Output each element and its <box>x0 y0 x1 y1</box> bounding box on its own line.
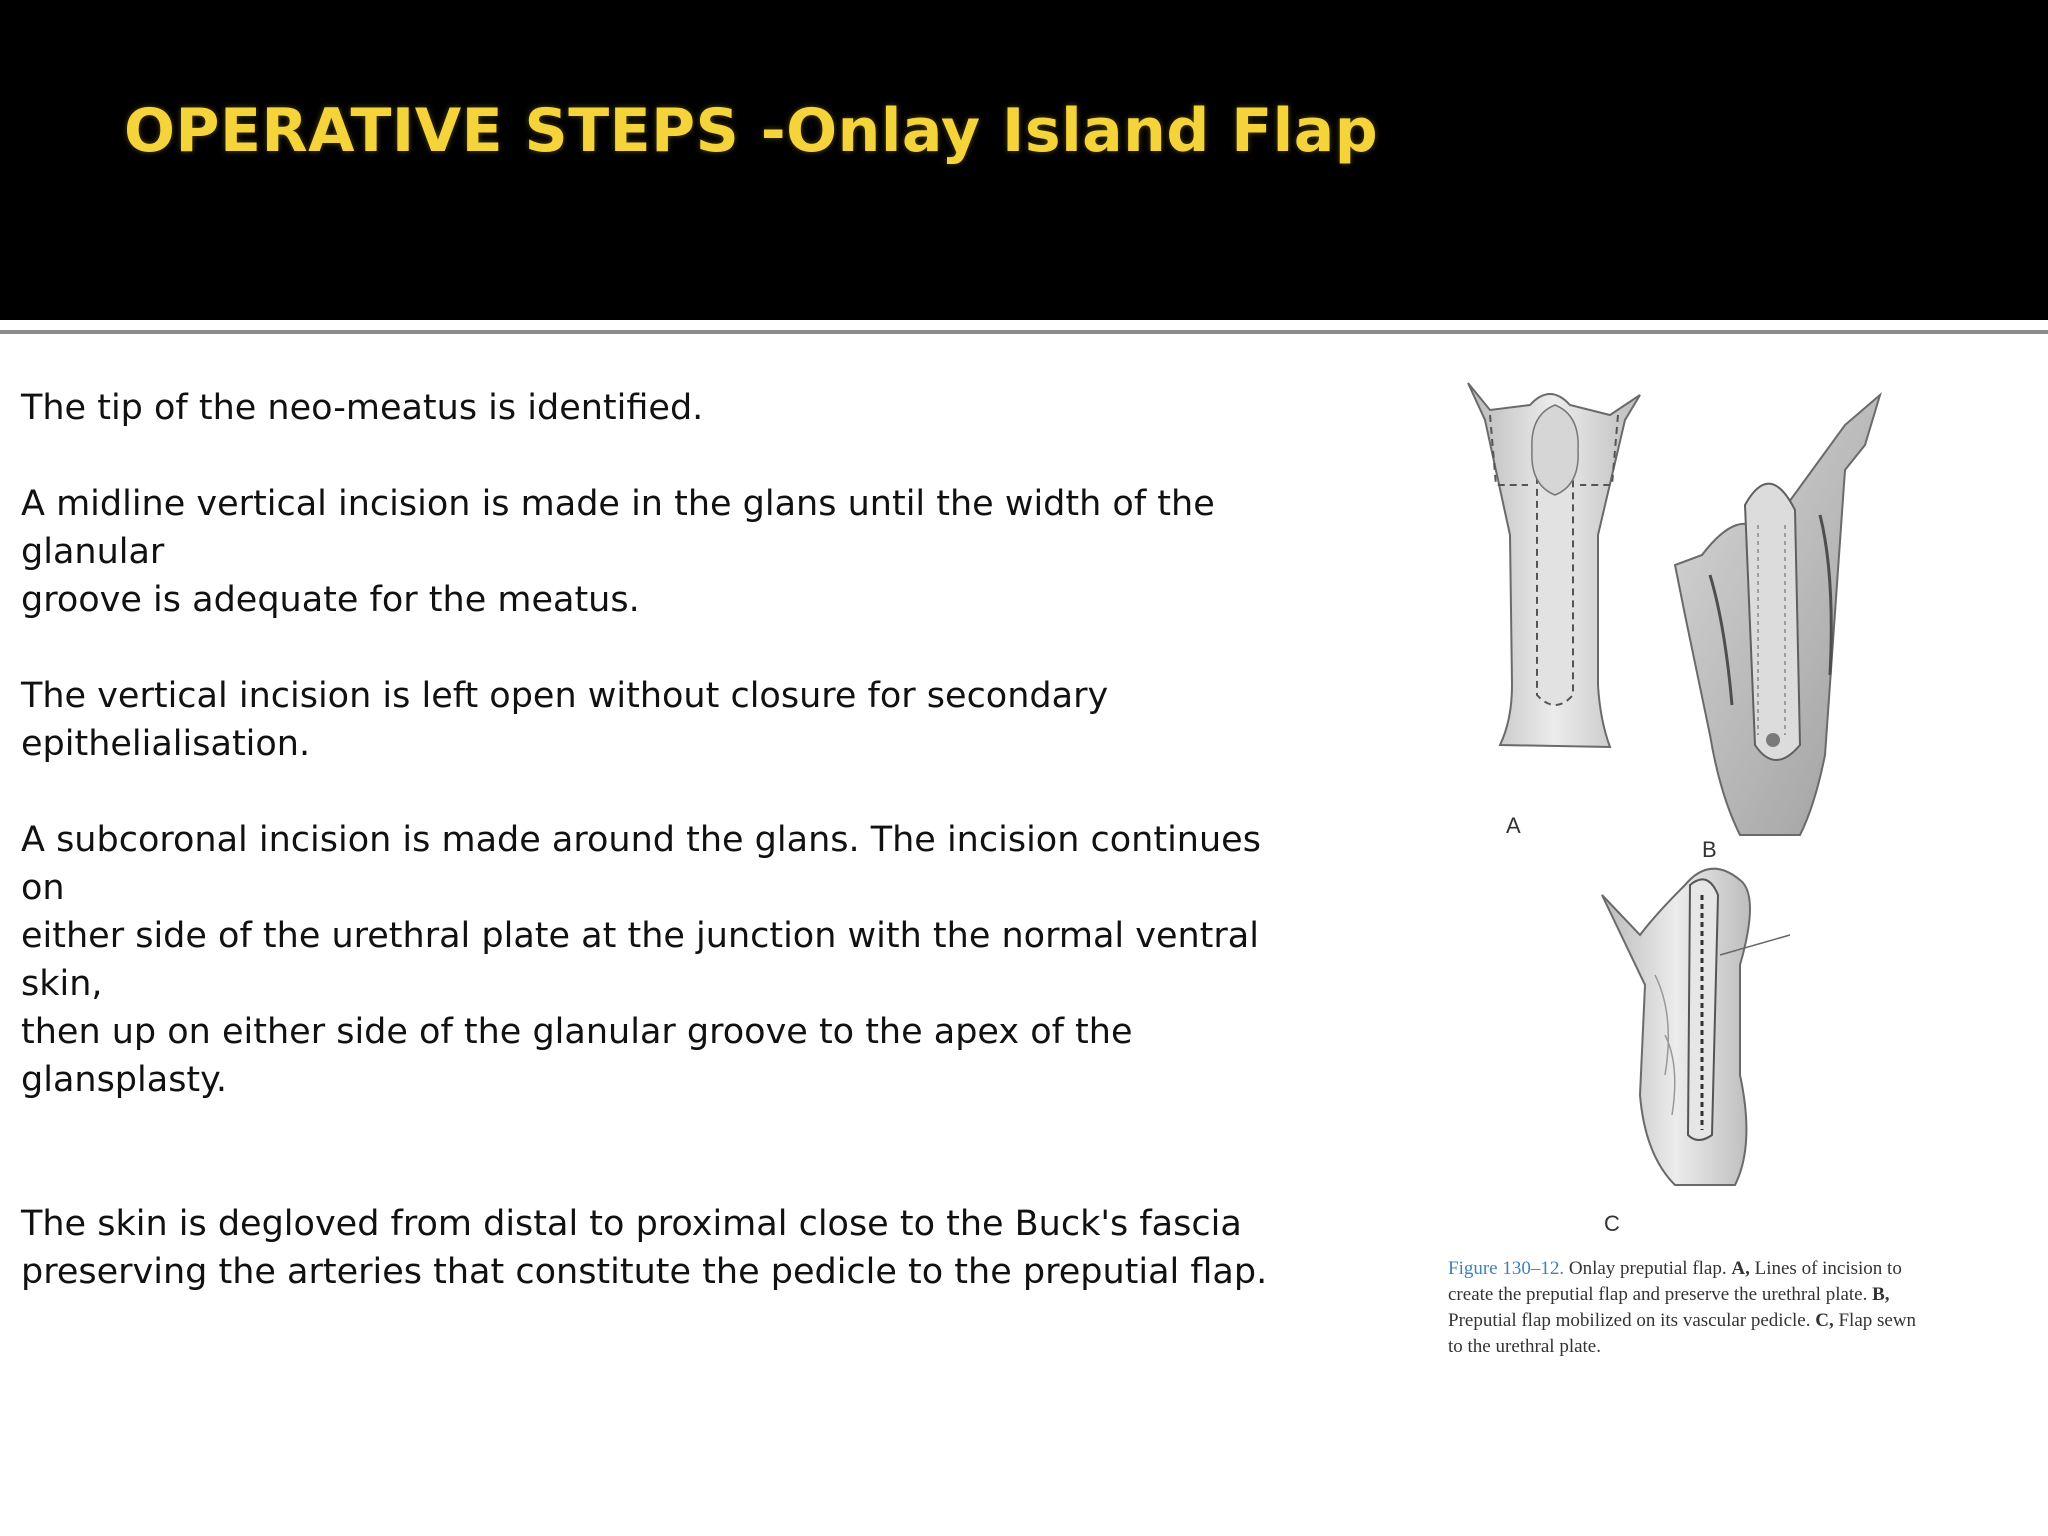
paragraph-midline-incision: A midline vertical incision is made in the glans until the width of the glanular groove is adequate for the meatus. <box>21 484 1215 620</box>
caption-c-label: C, <box>1815 1310 1834 1331</box>
label-c: C <box>1604 1211 1620 1236</box>
body-text <box>21 384 1311 1296</box>
surgical-illustration-svg <box>1440 375 1960 1255</box>
paragraph-degloving: The skin is degloved from distal to proximal close to the Buck's fascia preserving the arteries that constitute the pedicle to the preputial flap. <box>21 1204 1268 1292</box>
caption-c-text: Flap sewn to the urethral plate. <box>1448 1310 1917 1357</box>
caption-title: Onlay preputial flap. <box>1568 1258 1727 1279</box>
drawing-a <box>1468 383 1640 838</box>
paragraph-neo-meatus: The tip of the neo-meatus is identified. <box>21 388 704 428</box>
caption-figure-number: Figure 130–12. <box>1448 1258 1565 1279</box>
caption-a-label: A, <box>1731 1258 1750 1279</box>
figure-caption <box>1448 1256 1928 1360</box>
paragraph-subcoronal-incision: A subcoronal incision is made around the glans. The incision continues on either side of the urethral plate at the junction with the normal ventral skin, then up on either side of the glanular groove to the apex of the glansplasty. <box>21 820 1261 1100</box>
surgical-illustration <box>1440 375 1960 1365</box>
caption-a-text: Lines of incision to create the preputial flap and preserve the urethral plate. <box>1448 1258 1902 1305</box>
caption-b-text: Preputial flap mobilized on its vascular pedicle. <box>1448 1310 1811 1331</box>
slide-title: OPERATIVE STEPS -Onlay Island Flap <box>124 96 1379 166</box>
label-a: A <box>1506 813 1521 838</box>
caption-b-label: B, <box>1872 1284 1890 1305</box>
drawing-b <box>1675 395 1880 862</box>
drawing-c <box>1602 869 1790 1236</box>
title-bar <box>0 0 2048 320</box>
title-divider-gray <box>0 330 2048 334</box>
label-b: B <box>1702 837 1717 862</box>
title-divider-white <box>0 320 2048 327</box>
paragraph-vertical-incision: The vertical incision is left open without closure for secondary epithelialisation. <box>21 676 1109 764</box>
